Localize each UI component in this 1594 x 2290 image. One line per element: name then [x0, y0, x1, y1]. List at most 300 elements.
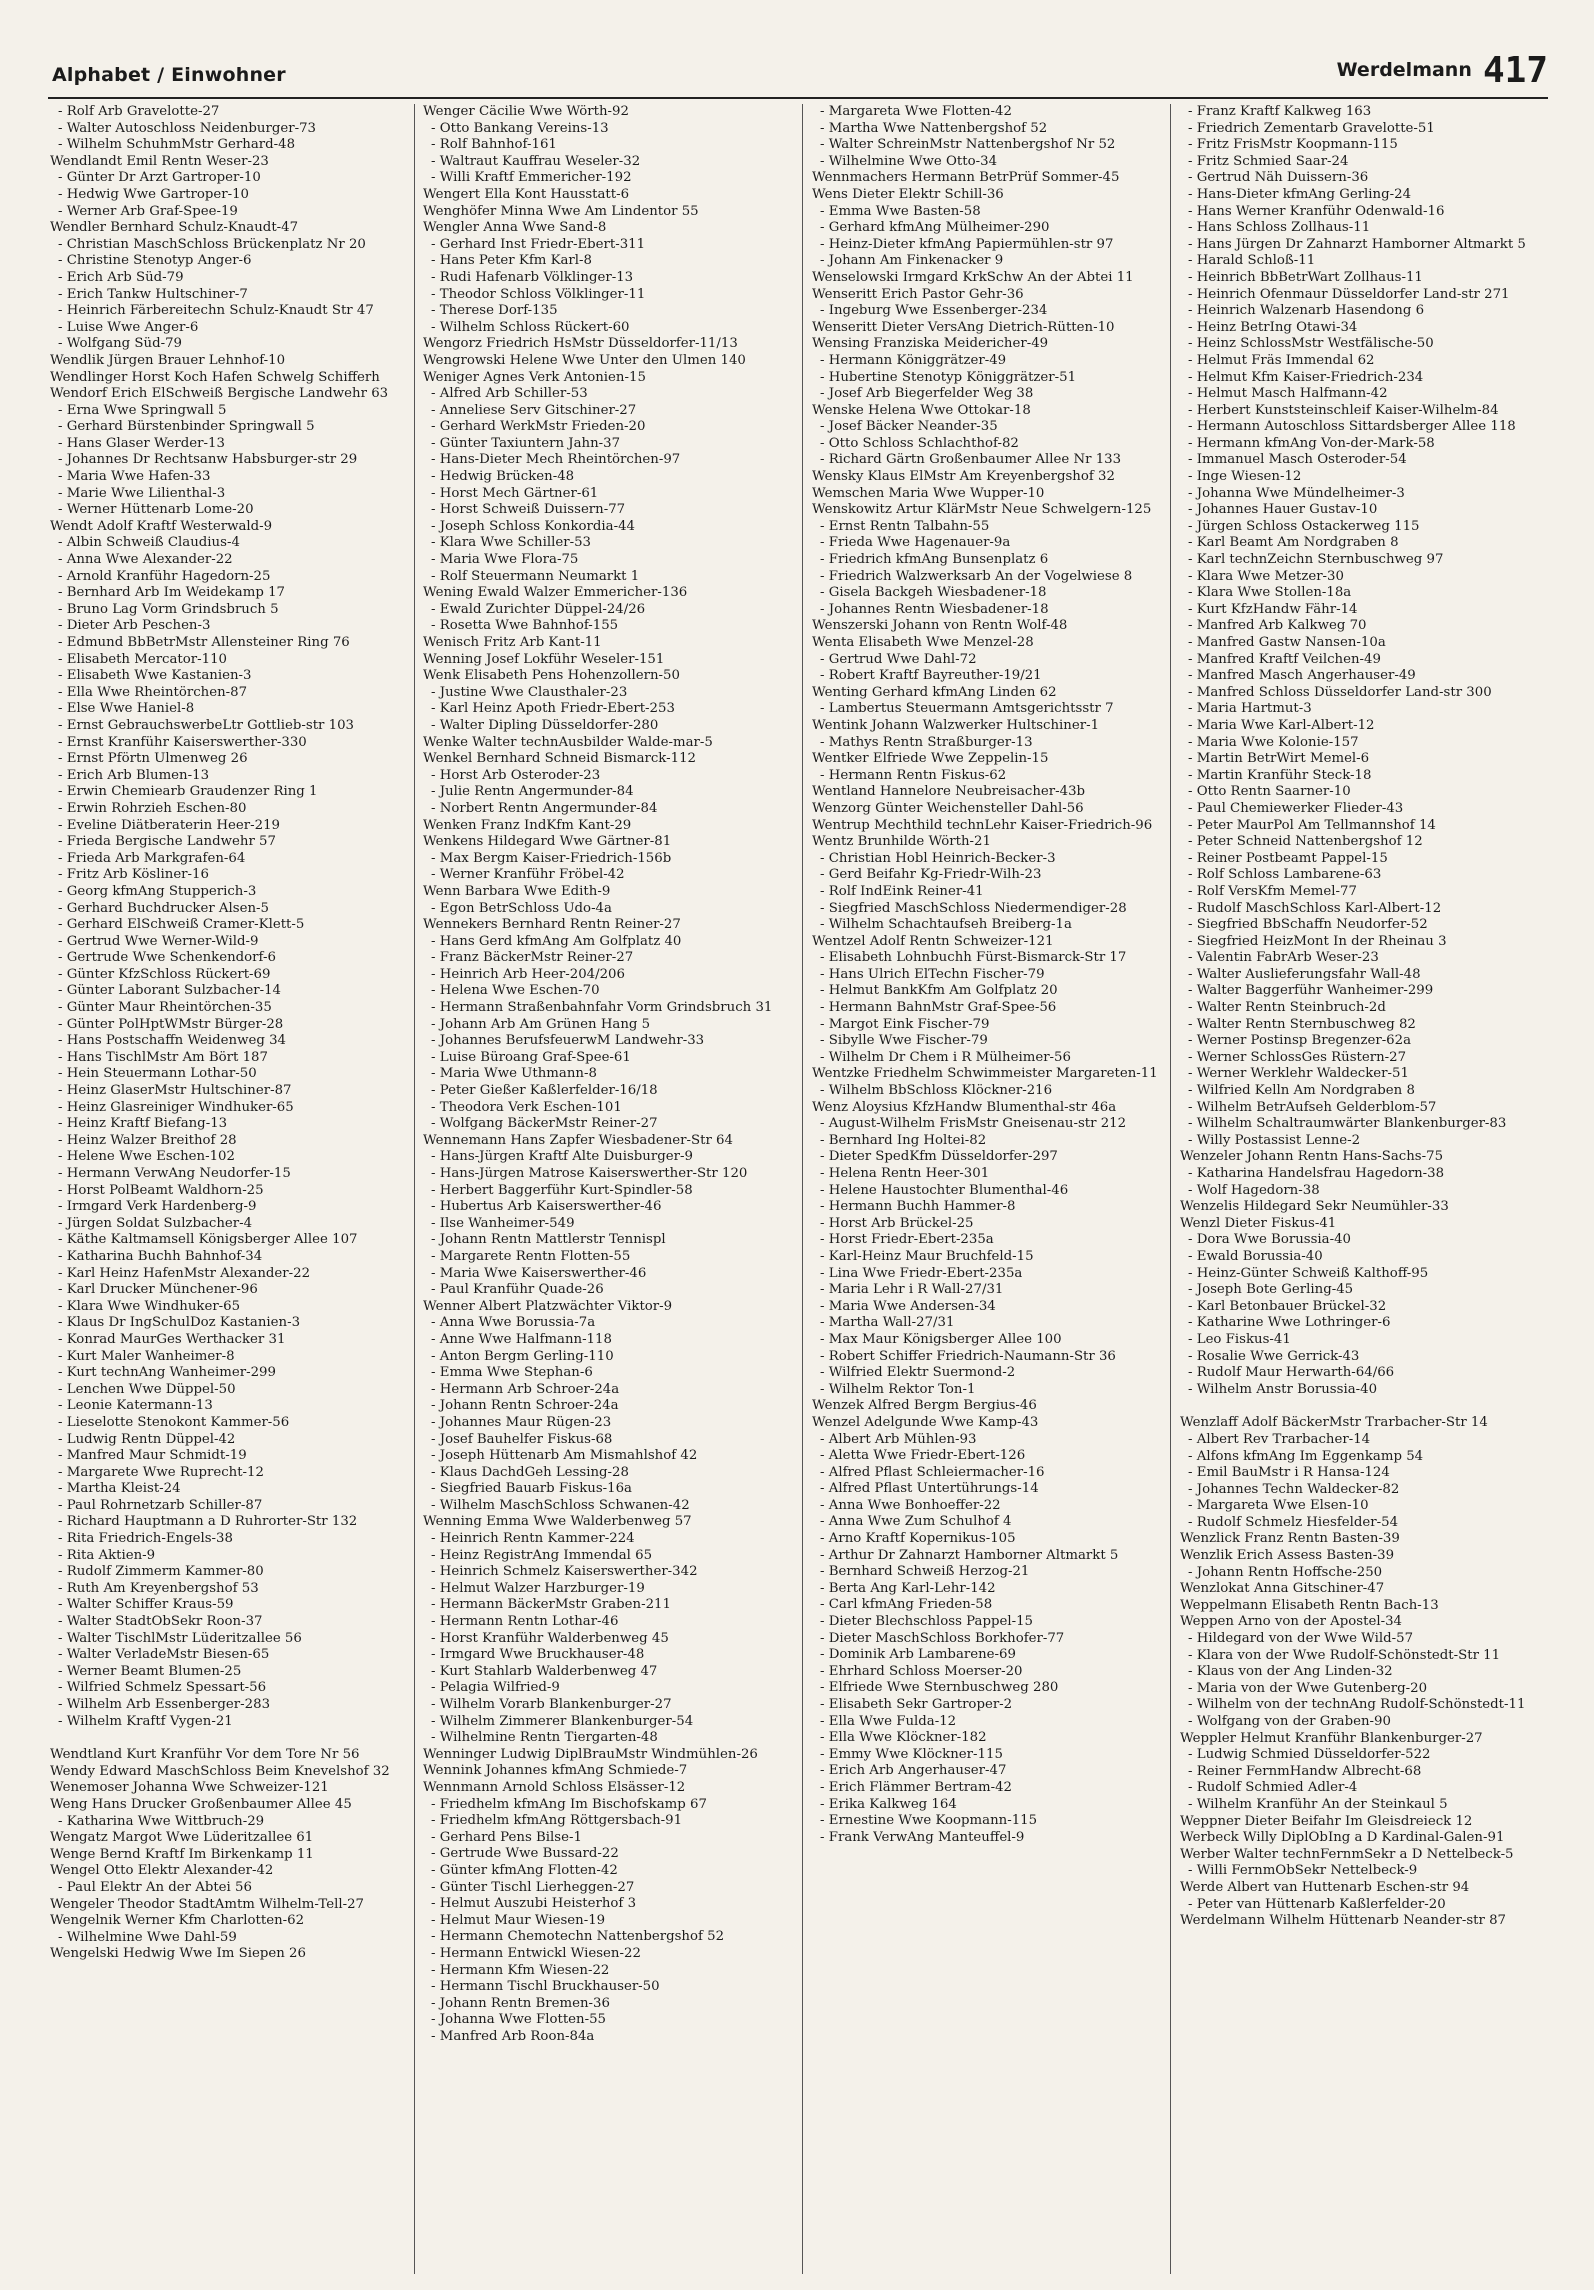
directory-subentry: - Hans Postschaffn Weidenweg 34: [50, 1033, 406, 1050]
directory-entry: Weniger Agnes Verk Antonien-15: [423, 369, 646, 385]
directory-subentry: - Helmut Maur Wiesen-19: [423, 1913, 779, 1930]
directory-subentry: - Martin BetrWirt Memel-6: [1180, 751, 1536, 768]
directory-subentry: - Horst Mech Gärtner-61: [423, 486, 779, 503]
directory-subentry: - Erich Arb Angerhauser-47: [812, 1763, 1168, 1780]
directory-subentry: - Kurt KfzHandw Fähr-14: [1180, 602, 1536, 619]
directory-entry: Wentzke Friedhelm Schwimmeister Margareten-11: [812, 1066, 1158, 1082]
directory-subentry: - Christine Stenotyp Anger-6: [50, 253, 406, 270]
directory-subentry: - Käthe Kaltmamsell Königsberger Allee 107: [50, 1232, 406, 1249]
directory-entry: Wenger Cäcilie Wwe Wörth-92: [423, 104, 629, 119]
directory-entry: Wendtland Kurt Kranführ Vor dem Tore Nr 56: [50, 1747, 360, 1763]
directory-subentry: - Hans Gerd kfmAng Am Golfplatz 40: [423, 934, 779, 951]
directory-subentry: - Ernst Rentn Talbahn-55: [812, 519, 1168, 536]
directory-subentry: - Wilhelm Rektor Ton-1: [812, 1382, 1168, 1399]
column-3: [812, 104, 1168, 2274]
directory-subentry: - Hermann Straßenbahnfahr Vorm Grindsbruch 31: [423, 1000, 779, 1017]
directory-subentry: - Walter Rentn Steinbruch-2d: [1180, 1000, 1536, 1017]
directory-subentry: - Paul Rohrnetzarb Schiller-87: [50, 1498, 406, 1515]
directory-subentry: - Edmund BbBetrMstr Allensteiner Ring 76: [50, 635, 406, 652]
directory-subentry: - Lieselotte Stenokont Kammer-56: [50, 1415, 406, 1432]
directory-subentry: - Mathys Rentn Straßburger-13: [812, 735, 1168, 752]
directory-subentry: - Katharina Handelsfrau Hagedorn-38: [1180, 1166, 1536, 1183]
directory-subentry: - Reiner FernmHandw Albrecht-68: [1180, 1764, 1536, 1781]
directory-subentry: - Heinrich Schmelz Kaiserswerther-342: [423, 1564, 779, 1581]
directory-subentry: - Karl Beamt Am Nordgraben 8: [1180, 535, 1536, 552]
directory-subentry: - Anna Wwe Zum Schulhof 4: [812, 1514, 1168, 1531]
directory-subentry: - Rolf Steuermann Neumarkt 1: [423, 569, 779, 586]
directory-subentry: - Manfred Masch Angerhauser-49: [1180, 668, 1536, 685]
directory-subentry: - Ewald Zurichter Düppel-24/26: [423, 602, 779, 619]
directory-subentry: - Ludwig Schmied Düsseldorfer-522: [1180, 1747, 1536, 1764]
directory-subentry: - Ella Wwe Rheintörchen-87: [50, 685, 406, 702]
directory-columns: [50, 104, 1550, 2274]
page-number: 417: [1482, 50, 1548, 91]
directory-subentry: - Heinrich BbBetrWart Zollhaus-11: [1180, 270, 1536, 287]
directory-subentry: - Walter Baggerführ Wanheimer-299: [1180, 983, 1536, 1000]
directory-subentry: - Erna Wwe Springwall 5: [50, 403, 406, 420]
directory-subentry: - Johann Rentn Schroer-24a: [423, 1398, 779, 1415]
directory-subentry: - Albert Arb Mühlen-93: [812, 1432, 1168, 1449]
directory-subentry: - Hans-Dieter kfmAng Gerling-24: [1180, 187, 1536, 204]
directory-subentry: - Maria Lehr i R Wall-27/31: [812, 1282, 1168, 1299]
directory-subentry: - Wilfried Elektr Suermond-2: [812, 1365, 1168, 1382]
directory-subentry: - Walter StadtObSekr Roon-37: [50, 1614, 406, 1631]
directory-subentry: - Elisabeth Mercator-110: [50, 652, 406, 669]
directory-subentry: - Johannes Techn Waldecker-82: [1180, 1482, 1536, 1499]
directory-subentry: - Alfred Pflast Schleiermacher-16: [812, 1465, 1168, 1482]
directory-entry: Wendler Bernhard Schulz-Knaudt-47: [50, 220, 299, 236]
directory-subentry: - Ingeburg Wwe Essenberger-234: [812, 303, 1168, 320]
directory-subentry: - Alfons kfmAng Im Eggenkamp 54: [1180, 1449, 1536, 1466]
directory-subentry: - Johannes Rentn Wiesbadener-18: [812, 602, 1168, 619]
directory-entry: Wendlinger Horst Koch Hafen Schwelg Schifferh: [50, 369, 380, 385]
directory-entry: Wentink Johann Walzwerker Hultschiner-1: [812, 717, 1100, 733]
directory-subentry: - Wilhelm Zimmerer Blankenburger-54: [423, 1714, 779, 1731]
directory-subentry: - Willi FernmObSekr Nettelbeck-9: [1180, 1863, 1536, 1880]
directory-subentry: - Heinz-Günter Schweiß Kalthoff-95: [1180, 1266, 1536, 1283]
column-4: [1180, 104, 1536, 2274]
directory-subentry: - Sibylle Wwe Fischer-79: [812, 1033, 1168, 1050]
directory-subentry: - Josef Bauhelfer Fiskus-68: [423, 1432, 779, 1449]
directory-subentry: - Klaus DachdGeh Lessing-28: [423, 1465, 779, 1482]
directory-subentry: - Klara Wwe Metzer-30: [1180, 569, 1536, 586]
directory-subentry: - Julie Rentn Angermunder-84: [423, 784, 779, 801]
directory-entry: Wenzlik Erich Assess Basten-39: [1180, 1548, 1395, 1564]
directory-subentry: - Maria Wwe Kolonie-157: [1180, 735, 1536, 752]
directory-subentry: - Wilhelmine Wwe Dahl-59: [50, 1930, 406, 1947]
directory-subentry: - Martin Kranführ Steck-18: [1180, 768, 1536, 785]
directory-subentry: - Elisabeth Lohnbuchh Fürst-Bismarck-Str 17: [812, 950, 1168, 967]
directory-entry: Wenzlick Franz Rentn Basten-39: [1180, 1531, 1400, 1547]
directory-entry: Wennink Johannes kfmAng Schmiede-7: [423, 1763, 688, 1779]
directory-subentry: - Therese Dorf-135: [423, 303, 779, 320]
directory-subentry: - Werner Arb Graf-Spee-19: [50, 204, 406, 221]
directory-subentry: - Heinz Glasreiniger Windhuker-65: [50, 1100, 406, 1117]
directory-subentry: - Dieter SpedKfm Düsseldorfer-297: [812, 1149, 1168, 1166]
directory-subentry: - Wilhelm BbSchloss Klöckner-216: [812, 1083, 1168, 1100]
directory-subentry: - Günter Tischl Lierheggen-27: [423, 1880, 779, 1897]
directory-subentry: - Walter VerladeMstr Biesen-65: [50, 1647, 406, 1664]
directory-subentry: - Horst PolBeamt Waldhorn-25: [50, 1183, 406, 1200]
directory-subentry: - Martha Wall-27/31: [812, 1315, 1168, 1332]
directory-subentry: - Emil BauMstr i R Hansa-124: [1180, 1465, 1536, 1482]
directory-subentry: - Kurt Stahlarb Walderbenweg 47: [423, 1664, 779, 1681]
directory-subentry: - Berta Ang Karl-Lehr-142: [812, 1581, 1168, 1598]
directory-subentry: - Hubertus Arb Kaiserswerther-46: [423, 1199, 779, 1216]
directory-subentry: - Alfred Pflast Untertührungs-14: [812, 1481, 1168, 1498]
directory-subentry: - Hildegard von der Wwe Wild-57: [1180, 1631, 1536, 1648]
directory-subentry: - Gerd Beifahr Kg-Friedr-Wilh-23: [812, 867, 1168, 884]
directory-subentry: - Peter MaurPol Am Tellmannshof 14: [1180, 818, 1536, 835]
directory-subentry: - Emma Wwe Basten-58: [812, 204, 1168, 221]
directory-subentry: - Manfred Arb Roon-84a: [423, 2029, 779, 2046]
directory-entry: Wengatz Margot Wwe Lüderitzallee 61: [50, 1830, 314, 1846]
directory-subentry: - Rosalie Wwe Gerrick-43: [1180, 1349, 1536, 1366]
directory-subentry: - Leonie Katermann-13: [50, 1398, 406, 1415]
directory-subentry: - Klaus Dr IngSchulDoz Kastanien-3: [50, 1315, 406, 1332]
directory-subentry: - Manfred Maur Schmidt-19: [50, 1448, 406, 1465]
directory-subentry: - Maria von der Wwe Gutenberg-20: [1180, 1681, 1536, 1698]
directory-subentry: - Emmy Wwe Klöckner-115: [812, 1747, 1168, 1764]
directory-entry: Wenkel Bernhard Schneid Bismarck-112: [423, 751, 696, 767]
directory-subentry: - Heinz Walzer Breithof 28: [50, 1133, 406, 1150]
directory-subentry: - Johanna Wwe Mündelheimer-3: [1180, 486, 1536, 503]
directory-subentry: - Erich Arb Süd-79: [50, 270, 406, 287]
directory-subentry: - Katharina Wwe Wittbruch-29: [50, 1814, 406, 1831]
directory-entry: Wentzel Adolf Rentn Schweizer-121: [812, 933, 1054, 949]
directory-subentry: - Franz Kraftf Kalkweg 163: [1180, 104, 1536, 121]
directory-subentry: - Max Bergm Kaiser-Friedrich-156b: [423, 851, 779, 868]
directory-subentry: - Dieter MaschSchloss Borkhofer-77: [812, 1631, 1168, 1648]
directory-subentry: - Else Wwe Haniel-8: [50, 701, 406, 718]
directory-entry: Wengelnik Werner Kfm Charlotten-62: [50, 1913, 305, 1929]
directory-subentry: - Werner Werklehr Waldecker-51: [1180, 1066, 1536, 1083]
directory-subentry: - Karl Heinz Apoth Friedr-Ebert-253: [423, 701, 779, 718]
directory-subentry: - Maria Wwe Flora-75: [423, 552, 779, 569]
directory-subentry: - Johann Am Finkenacker 9: [812, 253, 1168, 270]
directory-subentry: - Werner Beamt Blumen-25: [50, 1664, 406, 1681]
directory-entry: Wendy Edward MaschSchloss Beim Knevelshof 32: [50, 1763, 390, 1779]
directory-subentry: - Rudi Hafenarb Völklinger-13: [423, 270, 779, 287]
running-head-name: Werdelmann: [1336, 59, 1472, 81]
directory-subentry: - Georg kfmAng Stupperich-3: [50, 884, 406, 901]
directory-subentry: - Hermann Chemotechn Nattenbergshof 52: [423, 1929, 779, 1946]
directory-subentry: - Joseph Schloss Konkordia-44: [423, 519, 779, 536]
directory-subentry: - Ernestine Wwe Koopmann-115: [812, 1813, 1168, 1830]
directory-subentry: - Horst Arb Osteroder-23: [423, 768, 779, 785]
directory-subentry: - Horst Arb Brückel-25: [812, 1216, 1168, 1233]
directory-entry: Wenzl Dieter Fiskus-41: [1180, 1215, 1337, 1231]
directory-subentry: - Maria Wwe Karl-Albert-12: [1180, 718, 1536, 735]
directory-subentry: - Werner Kranführ Fröbel-42: [423, 867, 779, 884]
directory-subentry: - Hermann kfmAng Von-der-Mark-58: [1180, 436, 1536, 453]
directory-subentry: - Herbert Baggerführ Kurt-Spindler-58: [423, 1183, 779, 1200]
directory-subentry: - Katharine Wwe Lothringer-6: [1180, 1315, 1536, 1332]
directory-subentry: - Katharina Buchh Bahnhof-34: [50, 1249, 406, 1266]
directory-entry: Wengelski Hedwig Wwe Im Siepen 26: [50, 1946, 306, 1962]
directory-subentry: - Harald Schloß-11: [1180, 253, 1536, 270]
directory-subentry: - Konrad MaurGes Werthacker 31: [50, 1332, 406, 1349]
directory-subentry: - Martha Wwe Nattenbergshof 52: [812, 121, 1168, 138]
directory-subentry: - Anna Wwe Bonhoeffer-22: [812, 1498, 1168, 1515]
directory-subentry: - Eveline Diätberaterin Heer-219: [50, 818, 406, 835]
directory-subentry: - Rolf Bahnhof-161: [423, 137, 779, 154]
directory-subentry: - Johann Rentn Bremen-36: [423, 1996, 779, 2013]
directory-subentry: - Klara Wwe Windhuker-65: [50, 1299, 406, 1316]
section-title: Alphabet / Einwohner: [52, 64, 286, 86]
directory-subentry: - Rudolf Schmelz Hiesfelder-54: [1180, 1515, 1536, 1532]
directory-subentry: - Theodora Verk Eschen-101: [423, 1100, 779, 1117]
directory-entry: Wenghöfer Minna Wwe Am Lindentor 55: [423, 203, 699, 219]
directory-subentry: - Irmgard Wwe Bruckhauser-48: [423, 1647, 779, 1664]
directory-entry: Wendlandt Emil Rentn Weser-23: [50, 153, 269, 169]
directory-entry: Weng Hans Drucker Großenbaumer Allee 45: [50, 1796, 352, 1812]
directory-subentry: - Wolfgang BäckerMstr Reiner-27: [423, 1116, 779, 1133]
directory-entry: Wenge Bernd Kraftf Im Birkenkamp 11: [50, 1846, 314, 1862]
directory-subentry: - Frieda Arb Markgrafen-64: [50, 851, 406, 868]
directory-entry: Wennekers Bernhard Rentn Reiner-27: [423, 917, 681, 933]
directory-subentry: - Helmut Fräs Immendal 62: [1180, 353, 1536, 370]
directory-subentry: - Walter TischlMstr Lüderitzallee 56: [50, 1631, 406, 1648]
directory-subentry: - Werner Postinsp Bregenzer-62a: [1180, 1033, 1536, 1050]
directory-subentry: - Heinrich Arb Heer-204/206: [423, 967, 779, 984]
directory-subentry: - Carl kfmAng Frieden-58: [812, 1597, 1168, 1614]
directory-subentry: - Leo Fiskus-41: [1180, 1332, 1536, 1349]
directory-subentry: - Horst Friedr-Ebert-235a: [812, 1232, 1168, 1249]
directory-subentry: - Helene Wwe Eschen-102: [50, 1149, 406, 1166]
directory-subentry: - Wilhelm Arb Essenberger-283: [50, 1697, 406, 1714]
directory-subentry: - Gertrude Wwe Bussard-22: [423, 1846, 779, 1863]
directory-subentry: - Wolfgang von der Graben-90: [1180, 1714, 1536, 1731]
directory-subentry: - Walter SchreinMstr Nattenbergshof Nr 52: [812, 137, 1168, 154]
directory-entry: Werdelmann Wilhelm Hüttenarb Neander-str 87: [1180, 1913, 1506, 1929]
directory-subentry: - Erich Tankw Hultschiner-7: [50, 287, 406, 304]
directory-subentry: - Siegfried BbSchaffn Neudorfer-52: [1180, 917, 1536, 934]
directory-entry: Wenzorg Günter Weichensteller Dahl-56: [812, 800, 1084, 816]
directory-entry: Wenzel Adelgunde Wwe Kamp-43: [812, 1414, 1039, 1430]
directory-entry: Wenemoser Johanna Wwe Schweizer-121: [50, 1780, 329, 1796]
directory-subentry: - Hans-Dieter Mech Rheintörchen-97: [423, 452, 779, 469]
directory-subentry: - Willy Postassist Lenne-2: [1180, 1133, 1536, 1150]
directory-subentry: - Ella Wwe Fulda-12: [812, 1714, 1168, 1731]
directory-subentry: - Gertrud Wwe Dahl-72: [812, 652, 1168, 669]
directory-subentry: - Werner Hüttenarb Lome-20: [50, 502, 406, 519]
directory-entry: Wengrowski Helene Wwe Unter den Ulmen 140: [423, 352, 746, 368]
directory-entry: Wenner Albert Platzwächter Viktor-9: [423, 1298, 673, 1314]
directory-entry: Wenz Aloysius KfzHandw Blumenthal-str 46a: [812, 1099, 1117, 1115]
directory-subentry: - Hedwig Brücken-48: [423, 469, 779, 486]
directory-subentry: - Wilhelm Vorarb Blankenburger-27: [423, 1697, 779, 1714]
directory-subentry: - Wolfgang Süd-79: [50, 336, 406, 353]
directory-subentry: - Wilfried Schmelz Spessart-56: [50, 1680, 406, 1697]
directory-subentry: - Inge Wiesen-12: [1180, 469, 1536, 486]
directory-entry: Wenke Walter technAusbilder Walde-mar-5: [423, 734, 713, 750]
directory-entry: Wenisch Fritz Arb Kant-11: [423, 635, 602, 650]
directory-subentry: - Paul Kranführ Quade-26: [423, 1282, 779, 1299]
directory-subentry: - Christian MaschSchloss Brückenplatz Nr 20: [50, 237, 406, 254]
directory-subentry: - Hans-Jürgen Kraftf Alte Duisburger-9: [423, 1149, 779, 1166]
directory-subentry: - Kurt technAng Wanheimer-299: [50, 1365, 406, 1382]
directory-subentry: - Lina Wwe Friedr-Ebert-235a: [812, 1266, 1168, 1283]
directory-subentry: - Elisabeth Sekr Gartroper-2: [812, 1697, 1168, 1714]
directory-entry: Wensky Klaus ElMstr Am Kreyenbergshof 32: [812, 469, 1115, 485]
directory-subentry: - Frank VerwAng Manteuffel-9: [812, 1830, 1168, 1847]
directory-entry: Wemschen Maria Wwe Wupper-10: [812, 485, 1045, 501]
directory-entry: Weppner Dieter Beifahr Im Gleisdreieck 12: [1180, 1813, 1473, 1829]
directory-subentry: - Justine Wwe Clausthaler-23: [423, 685, 779, 702]
directory-subentry: - Gerhard ElSchweiß Cramer-Klett-5: [50, 917, 406, 934]
directory-subentry: - Rita Friedrich-Engels-38: [50, 1531, 406, 1548]
directory-subentry: - Hermann Autoschloss Sittardsberger Allee 118: [1180, 419, 1536, 436]
directory-subentry: - Fritz FrisMstr Koopmann-115: [1180, 137, 1536, 154]
directory-subentry: - Rolf Schloss Lambarene-63: [1180, 867, 1536, 884]
directory-subentry: - Siegfried Bauarb Fiskus-16a: [423, 1481, 779, 1498]
directory-subentry: - Johann Rentn Mattlerstr Tennispl: [423, 1232, 779, 1249]
directory-subentry: - Ewald Borussia-40: [1180, 1249, 1536, 1266]
directory-subentry: - Robert Schiffer Friedrich-Naumann-Str 36: [812, 1349, 1168, 1366]
directory-subentry: - Otto Schloss Schlachthof-82: [812, 436, 1168, 453]
directory-entry: Wenninger Ludwig DiplBrauMstr Windmühlen-26: [423, 1746, 758, 1762]
directory-subentry: - Alfred Arb Schiller-53: [423, 386, 779, 403]
directory-subentry: - Paul Chemiewerker Flieder-43: [1180, 801, 1536, 818]
directory-subentry: - Lambertus Steuermann Amtsgerichtsstr 7: [812, 701, 1168, 718]
directory-subentry: - Anna Wwe Alexander-22: [50, 552, 406, 569]
directory-subentry: - Hermann Kfm Wiesen-22: [423, 1963, 779, 1980]
directory-subentry: - Heinz GlaserMstr Hultschiner-87: [50, 1083, 406, 1100]
directory-subentry: - Gertrude Wwe Schenkendorf-6: [50, 950, 406, 967]
directory-subentry: - Bernhard Schweiß Herzog-21: [812, 1564, 1168, 1581]
directory-subentry: - Ruth Am Kreyenbergshof 53: [50, 1581, 406, 1598]
directory-subentry: - Ernst Kranführ Kaiserswerther-330: [50, 735, 406, 752]
directory-subentry: - Wilhelm Schachtaufseh Breiberg-1a: [812, 917, 1168, 934]
directory-subentry: - Hubertine Stenotyp Königgrätzer-51: [812, 370, 1168, 387]
directory-subentry: - Hermann Rentn Fiskus-62: [812, 768, 1168, 785]
directory-entry: Wenzlokat Anna Gitschiner-47: [1180, 1581, 1385, 1597]
directory-subentry: - Günter kfmAng Flotten-42: [423, 1863, 779, 1880]
directory-subentry: - Horst Kranführ Walderbenweg 45: [423, 1631, 779, 1648]
directory-subentry: - Joseph Hüttenarb Am Mismahlshof 42: [423, 1448, 779, 1465]
directory-entry: Wendorf Erich ElSchweiß Bergische Landwehr 63: [50, 386, 389, 402]
directory-subentry: - Wilhelm Anstr Borussia-40: [1180, 1382, 1536, 1399]
directory-subentry: - Walter Rentn Sternbuschweg 82: [1180, 1017, 1536, 1034]
directory-subentry: - Hans Werner Kranführ Odenwald-16: [1180, 204, 1536, 221]
directory-subentry: - Gerhard WerkMstr Frieden-20: [423, 419, 779, 436]
directory-entry: Wenning Josef Lokführ Weseler-151: [423, 651, 665, 667]
directory-subentry: - Wilhelm Schloss Rückert-60: [423, 320, 779, 337]
directory-subentry: - Gertrud Wwe Werner-Wild-9: [50, 934, 406, 951]
directory-subentry: - Robert Kraftf Bayreuther-19/21: [812, 668, 1168, 685]
directory-subentry: - Margareta Wwe Flotten-42: [812, 104, 1168, 121]
directory-subentry: - Karl Drucker Münchener-96: [50, 1282, 406, 1299]
directory-subentry: - Hermann Arb Schroer-24a: [423, 1382, 779, 1399]
directory-subentry: - Helmut BankKfm Am Golfplatz 20: [812, 983, 1168, 1000]
directory-subentry: - Irmgard Verk Hardenberg-9: [50, 1199, 406, 1216]
directory-subentry: - Klara Wwe Schiller-53: [423, 535, 779, 552]
directory-subentry: - Maria Wwe Hafen-33: [50, 469, 406, 486]
directory-subentry: - Otto Rentn Saarner-10: [1180, 784, 1536, 801]
directory-subentry: - Hermann BäckerMstr Graben-211: [423, 1597, 779, 1614]
directory-subentry: - Anton Bergm Gerling-110: [423, 1349, 779, 1366]
directory-subentry: - Dieter Arb Peschen-3: [50, 618, 406, 635]
directory-subentry: - Rudolf Schmied Adler-4: [1180, 1780, 1536, 1797]
directory-subentry: - Elfriede Wwe Sternbuschweg 280: [812, 1680, 1168, 1697]
directory-subentry: - Frieda Bergische Landwehr 57: [50, 834, 406, 851]
directory-subentry: - Hermann Buchh Hammer-8: [812, 1199, 1168, 1216]
directory-subentry: - Richard Hauptmann a D Ruhrorter-Str 132: [50, 1514, 406, 1531]
directory-subentry: - Ernst Pförtn Ulmenweg 26: [50, 751, 406, 768]
directory-subentry: - Wilhelm BetrAufseh Gelderblom-57: [1180, 1100, 1536, 1117]
column-1: [50, 104, 406, 2274]
directory-entry: Wentland Hannelore Neubreisacher-43b: [812, 784, 1086, 800]
directory-entry: Wensing Franziska Meidericher-49: [812, 336, 1049, 352]
directory-subentry: - Karl Heinz HafenMstr Alexander-22: [50, 1266, 406, 1283]
directory-subentry: - Johann Arb Am Grünen Hang 5: [423, 1017, 779, 1034]
directory-subentry: - Karl Betonbauer Brückel-32: [1180, 1299, 1536, 1316]
directory-subentry: - Gerhard Bürstenbinder Springwall 5: [50, 419, 406, 436]
directory-subentry: - Arnold Kranführ Hagedorn-25: [50, 569, 406, 586]
directory-subentry: - Günter Taxiuntern Jahn-37: [423, 436, 779, 453]
directory-subentry: - Hermann BahnMstr Graf-Spee-56: [812, 1000, 1168, 1017]
directory-subentry: - Immanuel Masch Osteroder-54: [1180, 452, 1536, 469]
directory-subentry: - Helena Wwe Eschen-70: [423, 983, 779, 1000]
directory-subentry: - Rudolf Maur Herwarth-64/66: [1180, 1365, 1536, 1382]
directory-entry: Wentrup Mechthild technLehr Kaiser-Friedrich-96: [812, 817, 1153, 833]
directory-subentry: - Anne Wwe Halfmann-118: [423, 1332, 779, 1349]
directory-subentry: - Rolf VersKfm Memel-77: [1180, 884, 1536, 901]
directory-subentry: - Hans-Jürgen Matrose Kaiserswerther-Str 120: [423, 1166, 779, 1183]
directory-entry: Wennmachers Hermann BetrPrüf Sommer-45: [812, 170, 1120, 186]
directory-subentry: - Luise Wwe Anger-6: [50, 320, 406, 337]
directory-subentry: - Dominik Arb Lambarene-69: [812, 1647, 1168, 1664]
directory-subentry: - Margareta Wwe Elsen-10: [1180, 1498, 1536, 1515]
directory-subentry: - Hermann Entwickl Wiesen-22: [423, 1946, 779, 1963]
directory-entry: Wengorz Friedrich HsMstr Düsseldorfer-11/13: [423, 336, 738, 352]
directory-subentry: - Helena Rentn Heer-301: [812, 1166, 1168, 1183]
directory-subentry: - Jürgen Schloss Ostackerweg 115: [1180, 519, 1536, 536]
directory-subentry: - Werner SchlossGes Rüstern-27: [1180, 1050, 1536, 1067]
directory-subentry: - Helene Haustochter Blumenthal-46: [812, 1183, 1168, 1200]
directory-subentry: - Wolf Hagedorn-38: [1180, 1183, 1536, 1200]
directory-subentry: - Johannes BerufsfeuerwM Landwehr-33: [423, 1033, 779, 1050]
directory-subentry: - Hermann Königgrätzer-49: [812, 353, 1168, 370]
directory-subentry: - Günter Dr Arzt Gartroper-10: [50, 170, 406, 187]
directory-subentry: - Ilse Wanheimer-549: [423, 1216, 779, 1233]
directory-subentry: - Marie Wwe Lilienthal-3: [50, 486, 406, 503]
directory-subentry: - Wilhelm Schaltraumwärter Blankenburger-83: [1180, 1116, 1536, 1133]
directory-subentry: - Günter KfzSchloss Rückert-69: [50, 967, 406, 984]
directory-subentry: - Erwin Rohrzieh Eschen-80: [50, 801, 406, 818]
directory-subentry: - Josef Bäcker Neander-35: [812, 419, 1168, 436]
directory-subentry: - Ernst GebrauchswerbeLtr Gottlieb-str 103: [50, 718, 406, 735]
directory-subentry: - Aletta Wwe Friedr-Ebert-126: [812, 1448, 1168, 1465]
directory-entry: Weppen Arno von der Apostel-34: [1180, 1614, 1402, 1630]
directory-subentry: - Franz BäckerMstr Reiner-27: [423, 950, 779, 967]
directory-subentry: - Frieda Wwe Hagenauer-9a: [812, 535, 1168, 552]
directory-subentry: - Maria Wwe Kaiserswerther-46: [423, 1266, 779, 1283]
directory-subentry: - Wilhelmine Rentn Tiergarten-48: [423, 1730, 779, 1747]
directory-subentry: - Rolf Arb Gravelotte-27: [50, 104, 406, 121]
directory-subentry: - Heinz SchlossMstr Westfälische-50: [1180, 336, 1536, 353]
directory-subentry: - Arthur Dr Zahnarzt Hamborner Altmarkt 5: [812, 1548, 1168, 1565]
directory-subentry: - Hans Glaser Werder-13: [50, 436, 406, 453]
directory-subentry: - Heinz BetrIng Otawi-34: [1180, 320, 1536, 337]
directory-subentry: - Gertrud Näh Duissern-36: [1180, 170, 1536, 187]
header-rule: [48, 97, 1548, 99]
directory-subentry: - Erich Flämmer Bertram-42: [812, 1780, 1168, 1797]
directory-entry: Wennmann Arnold Schloss Elsässer-12: [423, 1779, 686, 1795]
directory-entry: Wenzlaff Adolf BäckerMstr Trarbacher-Str 14: [1180, 1415, 1488, 1431]
directory-subentry: - Helmut Masch Halfmann-42: [1180, 386, 1536, 403]
